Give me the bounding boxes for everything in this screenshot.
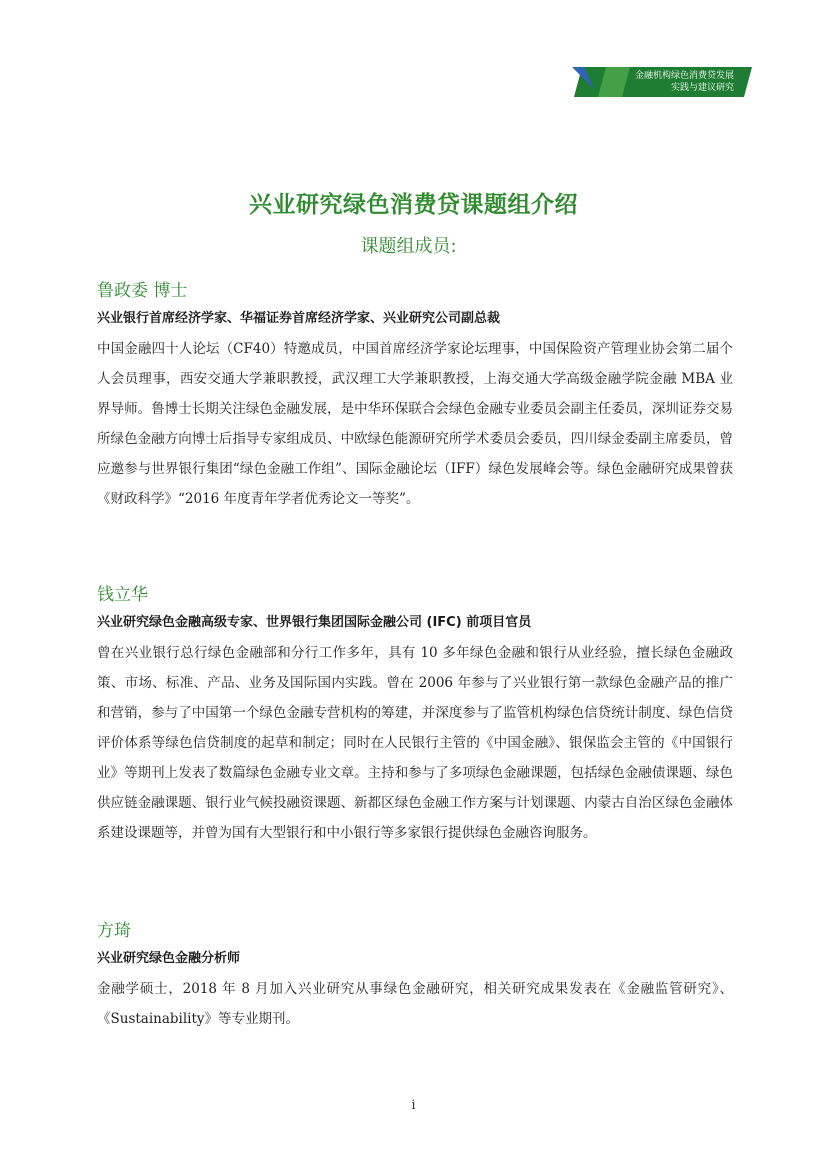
header-banner [572,67,752,97]
member-role: 兴业研究绿色金融分析师 [97,951,241,966]
member-role: 兴业银行首席经济学家、华福证券首席经济学家、兴业研究公司副总裁 [97,311,501,326]
page-subtitle: 课题组成员: [360,236,457,257]
page-number: i [411,1098,416,1113]
member-name: 鲁政委 博士 [97,281,188,301]
member-section [97,919,733,1034]
banner-line-2: 实践与建议研究 [670,83,734,93]
member-section [97,583,733,848]
banner-text [635,70,734,94]
member-bio: 曾在兴业银行总行绿色金融部和分行工作多年，具有 10 多年绿色金融和银行从业经验，擅长绿色金融政策、市场、标准、产品、业务及国际国内实践。曾在 2006 年参与了兴业银行第一款绿色金融产品的推广和营销，参与了中国第一个绿色金融专营机构的筹建，并深度参与了监管机构绿色信贷统计制度、绿色信贷评价体系等绿色信贷制度的起草和制定；同时在人民银行主管的《中国金融》、银保监会主管的《中国银行业》等期刊上发表了数篇绿色金融专业文章。主持和参与了多项绿色金融课题，包括绿色金融债课题、绿色供应链金融课题、银行业气候投融资课题、新都区绿色金融工作方案与计划课题、内蒙古自治区绿色金融体系建设课题等，并曾为国有大型银行和中小银行等多家银行提供绿色金融咨询服务。 [97,645,733,841]
member-name: 方琦 [97,921,131,941]
member-role: 兴业研究绿色金融高级专家、世界银行集团国际金融公司 (IFC) 前项目官员 [97,615,532,630]
member-section [97,279,733,514]
page-title: 兴业研究绿色消费贷课题组介绍 [249,192,578,218]
member-name: 钱立华 [97,585,148,605]
banner-line-1: 金融机构绿色消费贷发展 [634,71,734,81]
member-bio: 金融学硕士，2018 年 8 月加入兴业研究从事绿色金融研究，相关研究成果发表在《金融监管研究》、《Sustainability》等专业期刊。 [97,981,733,1027]
member-bio: 中国金融四十人论坛（CF40）特邀成员，中国首席经济学家论坛理事，中国保险资产管理业协会第二届个人会员理事，西安交通大学兼职教授，武汉理工大学兼职教授，上海交通大学高级金融学院金融 MBA 业界导师。鲁博士长期关注绿色金融发展，是中华环保联合会绿色金融专业委员会副主任委员，深圳证券交易所绿色金融方向博士后指导专家组成员、中欧绿色能源研究所学术委员会委员，四川绿金委副主席委员，曾应邀参与世界银行集团“绿色金融工作组”、国际金融论坛（IFF）绿色发展峰会等。绿色金融研究成果曾获《财政科学》“2016 年度青年学者优秀论文一等奖”。 [97,341,733,507]
